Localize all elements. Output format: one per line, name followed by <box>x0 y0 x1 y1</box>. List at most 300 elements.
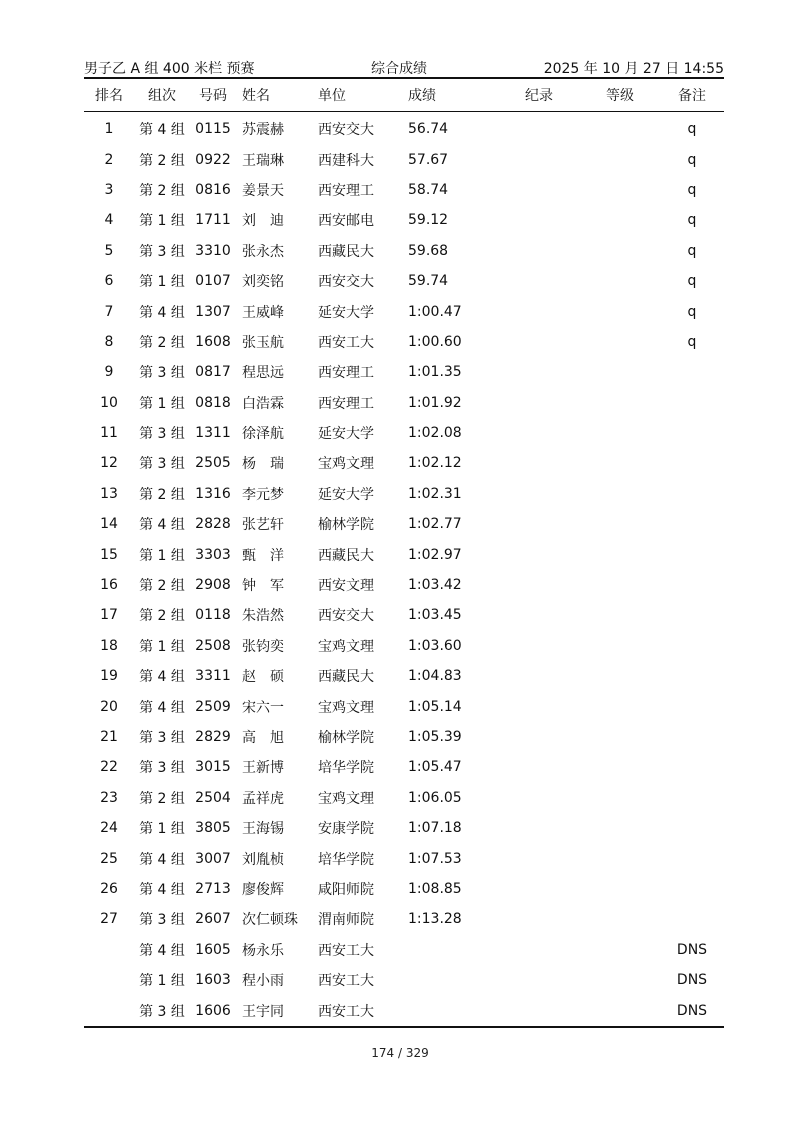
group-cell: 第 2 组 <box>139 182 185 199</box>
result-cell: 1:02.77 <box>408 516 462 533</box>
column-header-row <box>84 79 724 111</box>
unit-cell: 培华学院 <box>318 760 374 777</box>
record-cell <box>498 661 580 691</box>
rank-cell: 9 <box>104 364 114 381</box>
table-row <box>84 448 724 478</box>
group-cell: 第 4 组 <box>139 699 185 716</box>
table-row <box>84 296 724 326</box>
page-number: 174 / 329 <box>371 1046 429 1060</box>
group-cell: 第 3 组 <box>139 730 185 746</box>
result-cell: 1:13.28 <box>408 911 462 928</box>
result-cell: 59.68 <box>408 242 449 259</box>
note-cell <box>660 631 724 661</box>
note-cell <box>660 357 724 387</box>
result-cell: 1:05.14 <box>408 698 462 715</box>
record-cell <box>498 539 580 569</box>
grade-cell <box>580 175 660 205</box>
number-cell: 3015 <box>195 759 231 776</box>
rank-cell: 5 <box>104 242 114 259</box>
grade-cell <box>580 752 660 782</box>
record-cell <box>498 175 580 205</box>
name-cell: 孟祥虎 <box>242 790 284 807</box>
name-cell: 程小雨 <box>242 973 284 990</box>
table-row <box>84 144 724 174</box>
rank-cell: 21 <box>100 729 118 745</box>
group-cell: 第 4 组 <box>139 304 185 321</box>
rank-cell <box>84 935 134 965</box>
unit-cell: 榆林学院 <box>318 517 374 534</box>
grade-cell <box>580 357 660 387</box>
number-cell: 1603 <box>195 972 231 989</box>
note-cell: q <box>687 212 697 229</box>
rank-cell: 10 <box>100 394 118 411</box>
unit-cell: 榆林学院 <box>318 730 374 746</box>
result-cell <box>408 995 498 1025</box>
rank-cell: 15 <box>100 546 118 563</box>
group-cell: 第 2 组 <box>139 608 185 625</box>
name-cell: 程思远 <box>242 365 284 382</box>
rank-cell: 7 <box>104 303 114 320</box>
result-cell: 1:00.60 <box>408 333 462 350</box>
unit-cell: 西安交大 <box>318 274 374 291</box>
rank-cell <box>84 995 134 1025</box>
group-cell: 第 2 组 <box>139 152 185 169</box>
rank-cell: 13 <box>100 485 118 502</box>
table-row <box>84 965 724 995</box>
note-cell <box>660 539 724 569</box>
rank-cell: 19 <box>100 668 118 685</box>
number-cell: 3303 <box>195 546 231 563</box>
note-cell <box>660 783 724 813</box>
record-cell <box>498 296 580 326</box>
name-cell: 刘 迪 <box>242 213 284 230</box>
unit-cell: 渭南师院 <box>318 912 374 929</box>
result-cell: 1:08.85 <box>408 880 462 897</box>
rank-cell: 26 <box>100 880 118 897</box>
name-cell: 钟 军 <box>242 578 284 595</box>
result-cell: 1:03.60 <box>408 637 462 654</box>
group-cell: 第 3 组 <box>139 426 185 443</box>
group-cell: 第 2 组 <box>139 578 185 595</box>
group-cell: 第 2 组 <box>139 334 185 351</box>
record-cell <box>498 448 580 478</box>
table-row <box>84 205 724 235</box>
group-cell: 第 3 组 <box>139 365 185 382</box>
number-cell: 0818 <box>195 394 231 411</box>
rank-cell: 24 <box>100 820 118 837</box>
group-cell: 第 3 组 <box>139 456 185 473</box>
table-row <box>84 691 724 721</box>
number-cell: 1316 <box>195 485 231 502</box>
table-row <box>84 509 724 539</box>
rank-cell: 11 <box>100 425 118 442</box>
record-cell <box>498 205 580 235</box>
result-cell: 59.74 <box>408 273 449 290</box>
number-cell: 1608 <box>195 333 231 350</box>
record-cell <box>498 904 580 934</box>
group-cell: 第 3 组 <box>139 760 185 777</box>
number-cell: 1605 <box>195 941 231 958</box>
number-cell: 3805 <box>195 820 231 837</box>
result-cell <box>408 935 498 965</box>
col-rank: 排名 <box>95 88 123 104</box>
grade-cell <box>580 479 660 509</box>
note-cell <box>660 722 724 752</box>
col-result: 成绩 <box>408 88 436 104</box>
record-cell <box>498 509 580 539</box>
note-cell: q <box>687 181 697 198</box>
event-title: 男子乙 A 组 400 米栏 预赛 <box>84 61 255 77</box>
rank-cell: 4 <box>104 212 114 229</box>
note-cell: q <box>687 151 697 168</box>
note-cell <box>660 691 724 721</box>
number-cell: 0115 <box>195 121 231 138</box>
name-cell: 苏震赫 <box>242 122 284 139</box>
group-cell: 第 2 组 <box>139 790 185 807</box>
unit-cell: 延安大学 <box>318 486 374 503</box>
note-cell <box>660 752 724 782</box>
note-cell <box>660 661 724 691</box>
number-cell: 2828 <box>195 516 231 533</box>
grade-cell <box>580 296 660 326</box>
number-cell: 0107 <box>195 273 231 290</box>
name-cell: 姜景天 <box>242 182 284 199</box>
rank-cell: 18 <box>100 637 118 654</box>
table-row <box>84 722 724 752</box>
note-cell <box>660 874 724 904</box>
number-cell: 3310 <box>195 242 231 259</box>
number-cell: 2505 <box>195 455 231 472</box>
number-cell: 1606 <box>195 1002 231 1019</box>
grade-cell <box>580 965 660 995</box>
unit-cell: 西藏民大 <box>318 547 374 564</box>
result-cell: 1:07.18 <box>408 820 462 837</box>
name-cell: 宋六一 <box>242 699 284 716</box>
table-row <box>84 114 724 144</box>
result-cell: 56.74 <box>408 121 449 138</box>
results-body <box>84 111 724 1026</box>
group-cell: 第 4 组 <box>139 669 185 686</box>
table-row <box>84 904 724 934</box>
group-cell: 第 1 组 <box>139 213 185 230</box>
results-table <box>84 79 724 1026</box>
name-cell: 杨 瑞 <box>242 456 284 473</box>
grade-cell <box>580 600 660 630</box>
rank-cell: 14 <box>100 516 118 533</box>
number-cell: 2509 <box>195 698 231 715</box>
grade-cell <box>580 722 660 752</box>
record-cell <box>498 722 580 752</box>
group-cell: 第 1 组 <box>139 395 185 412</box>
table-row <box>84 570 724 600</box>
unit-cell: 西安工大 <box>318 942 374 959</box>
result-cell: 1:03.42 <box>408 577 462 594</box>
name-cell: 甄 洋 <box>242 547 284 564</box>
table-row <box>84 874 724 904</box>
rank-cell: 20 <box>100 698 118 715</box>
note-cell <box>660 388 724 418</box>
rank-cell: 12 <box>100 455 118 472</box>
name-cell: 徐泽航 <box>242 426 284 443</box>
name-cell: 张玉航 <box>242 334 284 351</box>
grade-cell <box>580 843 660 873</box>
record-cell <box>498 691 580 721</box>
record-cell <box>498 236 580 266</box>
name-cell: 王瑞琳 <box>242 152 284 169</box>
result-cell: 1:01.35 <box>408 364 462 381</box>
table-row <box>84 631 724 661</box>
group-cell: 第 2 组 <box>139 486 185 503</box>
record-cell <box>498 600 580 630</box>
group-cell: 第 1 组 <box>139 547 185 564</box>
result-cell: 1:05.39 <box>408 729 462 745</box>
col-group: 组次 <box>148 88 176 104</box>
result-cell: 1:03.45 <box>408 607 462 624</box>
grade-cell <box>580 509 660 539</box>
unit-cell: 宝鸡文理 <box>318 790 374 807</box>
name-cell: 李元梦 <box>242 486 284 503</box>
unit-cell: 西安邮电 <box>318 213 374 230</box>
name-cell: 白浩霖 <box>242 395 284 412</box>
group-cell: 第 4 组 <box>139 517 185 534</box>
grade-cell <box>580 813 660 843</box>
number-cell: 2908 <box>195 577 231 594</box>
grade-cell <box>580 327 660 357</box>
name-cell: 刘奕铭 <box>242 274 284 291</box>
rank-cell: 6 <box>104 273 114 290</box>
col-note: 备注 <box>678 88 706 104</box>
note-cell: q <box>687 303 697 320</box>
table-row <box>84 418 724 448</box>
name-cell: 赵 硕 <box>242 669 284 686</box>
group-cell: 第 4 组 <box>139 881 185 898</box>
group-cell: 第 3 组 <box>139 243 185 260</box>
unit-cell: 咸阳师院 <box>318 881 374 898</box>
unit-cell: 西安理工 <box>318 365 374 382</box>
group-cell: 第 4 组 <box>139 851 185 868</box>
table-row <box>84 783 724 813</box>
unit-cell: 西建科大 <box>318 152 374 169</box>
record-cell <box>498 783 580 813</box>
name-cell: 张永杰 <box>242 243 284 260</box>
record-cell <box>498 388 580 418</box>
record-cell <box>498 327 580 357</box>
unit-cell: 宝鸡文理 <box>318 699 374 716</box>
result-cell: 1:01.92 <box>408 394 462 411</box>
name-cell: 杨永乐 <box>242 942 284 959</box>
result-cell: 1:05.47 <box>408 759 462 776</box>
grade-cell <box>580 144 660 174</box>
number-cell: 0816 <box>195 181 231 198</box>
table-row <box>84 935 724 965</box>
name-cell: 王威峰 <box>242 304 284 321</box>
unit-cell: 西安工大 <box>318 334 374 351</box>
table-bottom-rule <box>84 1026 724 1028</box>
number-cell: 2829 <box>195 729 231 745</box>
grade-cell <box>580 995 660 1025</box>
grade-cell <box>580 935 660 965</box>
number-cell: 1311 <box>195 425 231 442</box>
name-cell: 王宇同 <box>242 1003 284 1020</box>
grade-cell <box>580 783 660 813</box>
record-cell <box>498 965 580 995</box>
record-cell <box>498 631 580 661</box>
record-cell <box>498 479 580 509</box>
group-cell: 第 1 组 <box>139 274 185 291</box>
name-cell: 次仁顿珠 <box>242 912 298 929</box>
note-cell <box>660 448 724 478</box>
number-cell: 0922 <box>195 151 231 168</box>
unit-cell: 西安工大 <box>318 1003 374 1020</box>
grade-cell <box>580 904 660 934</box>
unit-cell: 西安理工 <box>318 395 374 412</box>
group-cell: 第 1 组 <box>139 638 185 655</box>
unit-cell: 西安交大 <box>318 608 374 625</box>
table-row <box>84 266 724 296</box>
number-cell: 2504 <box>195 789 231 806</box>
number-cell: 3311 <box>195 668 231 685</box>
result-cell: 1:00.47 <box>408 303 462 320</box>
note-cell: q <box>687 273 697 290</box>
table-row <box>84 752 724 782</box>
grade-cell <box>580 661 660 691</box>
name-cell: 廖俊辉 <box>242 881 284 898</box>
rank-cell: 27 <box>100 911 118 928</box>
number-cell: 1711 <box>195 212 231 229</box>
rank-cell: 8 <box>104 333 114 350</box>
table-row <box>84 995 724 1025</box>
unit-cell: 延安大学 <box>318 304 374 321</box>
group-cell: 第 3 组 <box>139 1003 185 1020</box>
result-cell: 58.74 <box>408 181 449 198</box>
report-datetime: 2025 年 10 月 27 日 14:55 <box>543 61 724 77</box>
note-cell: q <box>687 242 697 259</box>
group-cell: 第 1 组 <box>139 973 185 990</box>
note-cell: q <box>687 121 697 138</box>
group-cell: 第 4 组 <box>139 122 185 139</box>
name-cell: 朱浩然 <box>242 608 284 625</box>
record-cell <box>498 357 580 387</box>
note-cell: DNS <box>676 1002 708 1019</box>
unit-cell: 西安理工 <box>318 182 374 199</box>
table-row <box>84 327 724 357</box>
note-cell <box>660 843 724 873</box>
grade-cell <box>580 114 660 144</box>
record-cell <box>498 813 580 843</box>
result-cell: 1:04.83 <box>408 668 462 685</box>
result-cell <box>408 965 498 995</box>
unit-cell: 西安交大 <box>318 122 374 139</box>
grade-cell <box>580 631 660 661</box>
record-cell <box>498 266 580 296</box>
unit-cell: 安康学院 <box>318 821 374 838</box>
note-cell <box>660 509 724 539</box>
result-cell: 1:02.08 <box>408 425 462 442</box>
grade-cell <box>580 539 660 569</box>
table-row <box>84 236 724 266</box>
note-cell: DNS <box>676 972 708 989</box>
table-row <box>84 479 724 509</box>
col-unit: 单位 <box>318 88 346 104</box>
table-row <box>84 661 724 691</box>
result-cell: 1:02.31 <box>408 485 462 502</box>
note-cell <box>660 813 724 843</box>
note-cell: DNS <box>676 941 708 958</box>
record-cell <box>498 418 580 448</box>
number-cell: 2713 <box>195 880 231 897</box>
grade-cell <box>580 388 660 418</box>
col-number: 号码 <box>199 88 227 104</box>
result-cell: 1:07.53 <box>408 850 462 867</box>
note-cell <box>660 479 724 509</box>
note-cell: q <box>687 333 697 350</box>
result-cell: 1:06.05 <box>408 789 462 806</box>
unit-cell: 西安文理 <box>318 578 374 595</box>
name-cell: 高 旭 <box>242 730 284 746</box>
note-cell <box>660 418 724 448</box>
name-cell: 刘胤桢 <box>242 851 284 868</box>
rank-cell: 17 <box>100 607 118 624</box>
grade-cell <box>580 691 660 721</box>
record-cell <box>498 144 580 174</box>
result-cell: 1:02.97 <box>408 546 462 563</box>
rank-cell: 1 <box>104 121 114 138</box>
table-row <box>84 539 724 569</box>
number-cell: 2508 <box>195 637 231 654</box>
note-cell <box>660 600 724 630</box>
table-row <box>84 175 724 205</box>
name-cell: 王新博 <box>242 760 284 777</box>
unit-cell: 宝鸡文理 <box>318 456 374 473</box>
record-cell <box>498 995 580 1025</box>
grade-cell <box>580 266 660 296</box>
col-record: 纪录 <box>525 88 553 104</box>
unit-cell: 西藏民大 <box>318 669 374 686</box>
number-cell: 3007 <box>195 850 231 867</box>
unit-cell: 延安大学 <box>318 426 374 443</box>
note-cell <box>660 904 724 934</box>
report-type: 综合成绩 <box>371 61 427 77</box>
group-cell: 第 1 组 <box>139 821 185 838</box>
grade-cell <box>580 236 660 266</box>
record-cell <box>498 570 580 600</box>
number-cell: 0817 <box>195 364 231 381</box>
table-row <box>84 600 724 630</box>
col-name: 姓名 <box>242 88 270 104</box>
grade-cell <box>580 205 660 235</box>
record-cell <box>498 752 580 782</box>
number-cell: 2607 <box>195 911 231 928</box>
group-cell: 第 4 组 <box>139 942 185 959</box>
unit-cell: 西安工大 <box>318 973 374 990</box>
rank-cell: 2 <box>104 151 114 168</box>
table-row <box>84 357 724 387</box>
result-cell: 59.12 <box>408 212 449 229</box>
number-cell: 1307 <box>195 303 231 320</box>
rank-cell: 23 <box>100 789 118 806</box>
name-cell: 张钧奕 <box>242 638 284 655</box>
grade-cell <box>580 874 660 904</box>
rank-cell: 3 <box>104 181 114 198</box>
grade-cell <box>580 570 660 600</box>
unit-cell: 宝鸡文理 <box>318 638 374 655</box>
result-cell: 57.67 <box>408 151 449 168</box>
page-header <box>84 56 724 78</box>
table-row <box>84 388 724 418</box>
table-row <box>84 843 724 873</box>
record-cell <box>498 874 580 904</box>
record-cell <box>498 114 580 144</box>
